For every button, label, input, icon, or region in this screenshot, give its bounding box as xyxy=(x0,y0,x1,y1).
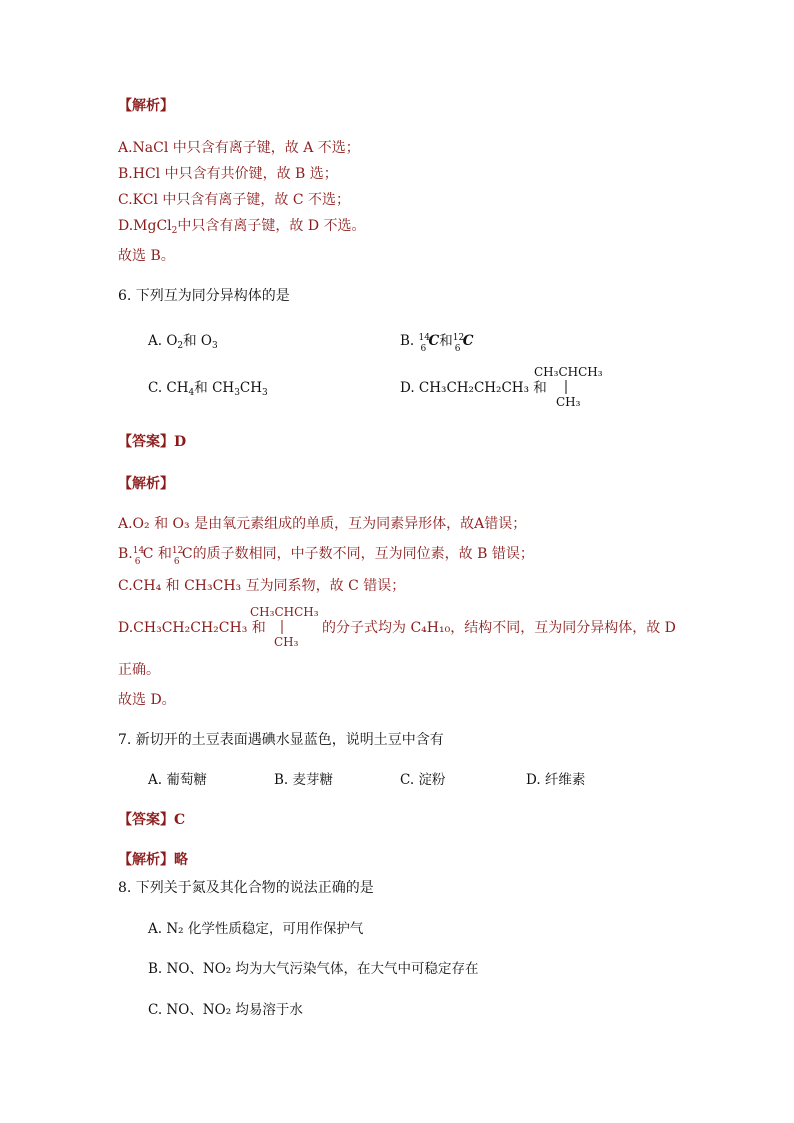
q6-analysis-c: C.CH₄ 和 CH₃CH₃ 互为同系物，故 C 错误； xyxy=(118,578,406,594)
q7-stem: 7. 新切开的土豆表面遇碘水显蓝色，说明土豆中含有 xyxy=(118,732,444,748)
q6-option-d-structure xyxy=(530,362,610,412)
q6-conclusion: 故选 D。 xyxy=(118,692,176,708)
q5-analysis-d: D.MgCl$_2$中只含有离子键，故 D 不选。 xyxy=(118,218,366,236)
q7-option-b: B. 麦芽糖 xyxy=(274,772,334,788)
q7-answer: 【答案】C xyxy=(118,812,186,828)
q8-option-c: C. NO、NO₂ 均易溶于水 xyxy=(148,1002,303,1018)
analysis-struct-bottom: CH₃ xyxy=(274,635,299,649)
q6-analysis-a: A.O₂ 和 O₃ 是由氧元素组成的单质，互为同素异形体，故A错误； xyxy=(118,516,527,532)
q6-option-b: B. 14 6 C和 12 6 C xyxy=(400,333,474,354)
q7-option-d: D. 纤维素 xyxy=(526,772,586,788)
q6-option-d: D. CH₃CH₂CH₂CH₃ 和 xyxy=(400,380,547,396)
q6-analysis-d-cont: 正确。 xyxy=(118,662,160,678)
q5-analysis-c: C.KCl 中只含有离子键，故 C 不选； xyxy=(118,192,350,208)
analysis-struct-top: CH₃CHCH₃ xyxy=(250,605,319,619)
q5-analysis-a: A.NaCl 中只含有离子键，故 A 不选； xyxy=(118,140,360,156)
q5-conclusion: 故选 B。 xyxy=(118,248,175,264)
q5-analysis-b: B.HCl 中只含有共价键，故 B 选； xyxy=(118,166,338,182)
q8-option-b: B. NO、NO₂ 均为大气污染气体，在大气中可稳定存在 xyxy=(148,961,479,977)
q5-analysis-header: 【解析】 xyxy=(118,98,174,114)
struct-bottom: CH₃ xyxy=(556,395,581,409)
q6-analysis-header: 【解析】 xyxy=(118,476,174,492)
q8-option-a: A. N₂ 化学性质稳定，可用作保护气 xyxy=(148,921,364,937)
q6-answer: 【答案】D xyxy=(118,434,187,450)
q6-stem: 6. 下列互为同分异构体的是 xyxy=(118,288,290,304)
struct-top: CH₃CHCH₃ xyxy=(534,365,603,379)
q6-analysis-d-pre: D.CH₃CH₂CH₂CH₃ 和 xyxy=(118,620,266,636)
q6-analysis-d-structure xyxy=(250,602,330,652)
q7-analysis: 【解析】略 xyxy=(118,852,188,868)
q7-option-a: A. 葡萄糖 xyxy=(148,772,207,788)
q8-stem: 8. 下列关于氮及其化合物的说法正确的是 xyxy=(118,880,374,896)
q6-option-a: A. $O_2$和 $O_3$ xyxy=(148,333,218,351)
q7-option-c: C. 淀粉 xyxy=(400,772,446,788)
q6-analysis-b: B. 14 6 C 和 12 6 C的质子数相同，中子数不同，互为同位素，故 B 错误； xyxy=(118,546,534,567)
q6-option-c: C. $CH_4$和 $CH_3CH_3$ xyxy=(148,380,268,398)
q6-analysis-d-post: 的分子式均为 C₄H₁₀，结构不同，互为同分异构体，故 D xyxy=(322,620,676,636)
